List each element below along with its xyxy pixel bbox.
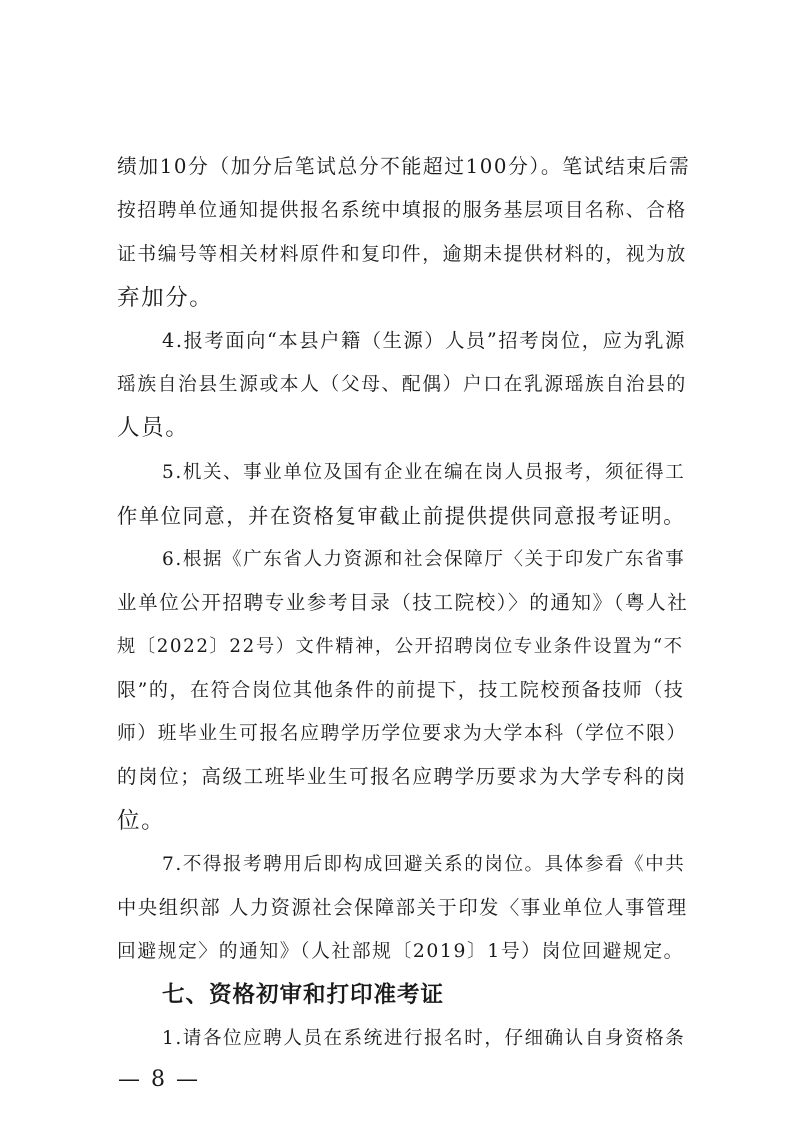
text-line: 瑶族自治县生源或本人（父母、配偶）户口在乳源瑶族自治县的 — [117, 374, 687, 395]
text-line: 7.不得报考聘用后即构成回避关系的岗位。具体参看《中共 — [162, 854, 686, 875]
text-line: 的岗位；高级工班毕业生可报名应聘学历要求为大学专科的岗 — [117, 765, 687, 788]
text-line: 限”的，在符合岗位其他条件的前提下，技工院校预备技师（技 — [117, 679, 685, 701]
text-line: 人员。 — [117, 415, 190, 441]
text-line: 中央组织部 人力资源社会保障部关于印发〈事业单位人事管理 — [117, 896, 688, 919]
text-line: 弃加分。 — [117, 285, 214, 311]
text-line: 1.请各位应聘人员在系统进行报名时，仔细确认自身资格条 — [162, 1028, 686, 1049]
text-line: 4.报考面向“本县户籍（生源）人员”招考岗位，应为乳源 — [162, 329, 686, 352]
text-line: 5.机关、事业单位及国有企业在编在岗人员报考，须征得工 — [162, 462, 686, 483]
text-line: 证书编号等相关材料原件和复印件，逾期未提供材料的，视为放 — [117, 244, 687, 265]
text-line: 作单位同意，并在资格复审截止前提供提供同意报考证明。 — [117, 504, 686, 528]
text-line: 绩加10分（加分后笔试总分不能超过100分）。笔试结束后需 — [117, 155, 691, 178]
text-line: 师）班毕业生可报名应聘学历学位要求为大学本科（学位不限） — [117, 723, 687, 744]
text-line: 回避规定〉的通知》（人社部规〔2019〕1号）岗位回避规定。 — [117, 941, 685, 962]
section-heading: 七、资格初审和打印准考证 — [162, 982, 445, 1008]
text-line: 按招聘单位通知提供报名系统中填报的服务基层项目名称、合格 — [117, 200, 687, 221]
text-line: 位。 — [117, 808, 166, 834]
page-number: — 8 — — [118, 1067, 200, 1092]
text-line: 6.根据《广东省人力资源和社会保障厅〈关于印发广东省事 — [162, 549, 686, 570]
text-line: 规〔2022〕22号）文件精神，公开招聘岗位专业条件设置为“不 — [117, 636, 684, 657]
text-line: 业单位公开招聘专业参考目录（技工院校）〉的通知》（粤人社 — [117, 591, 689, 614]
